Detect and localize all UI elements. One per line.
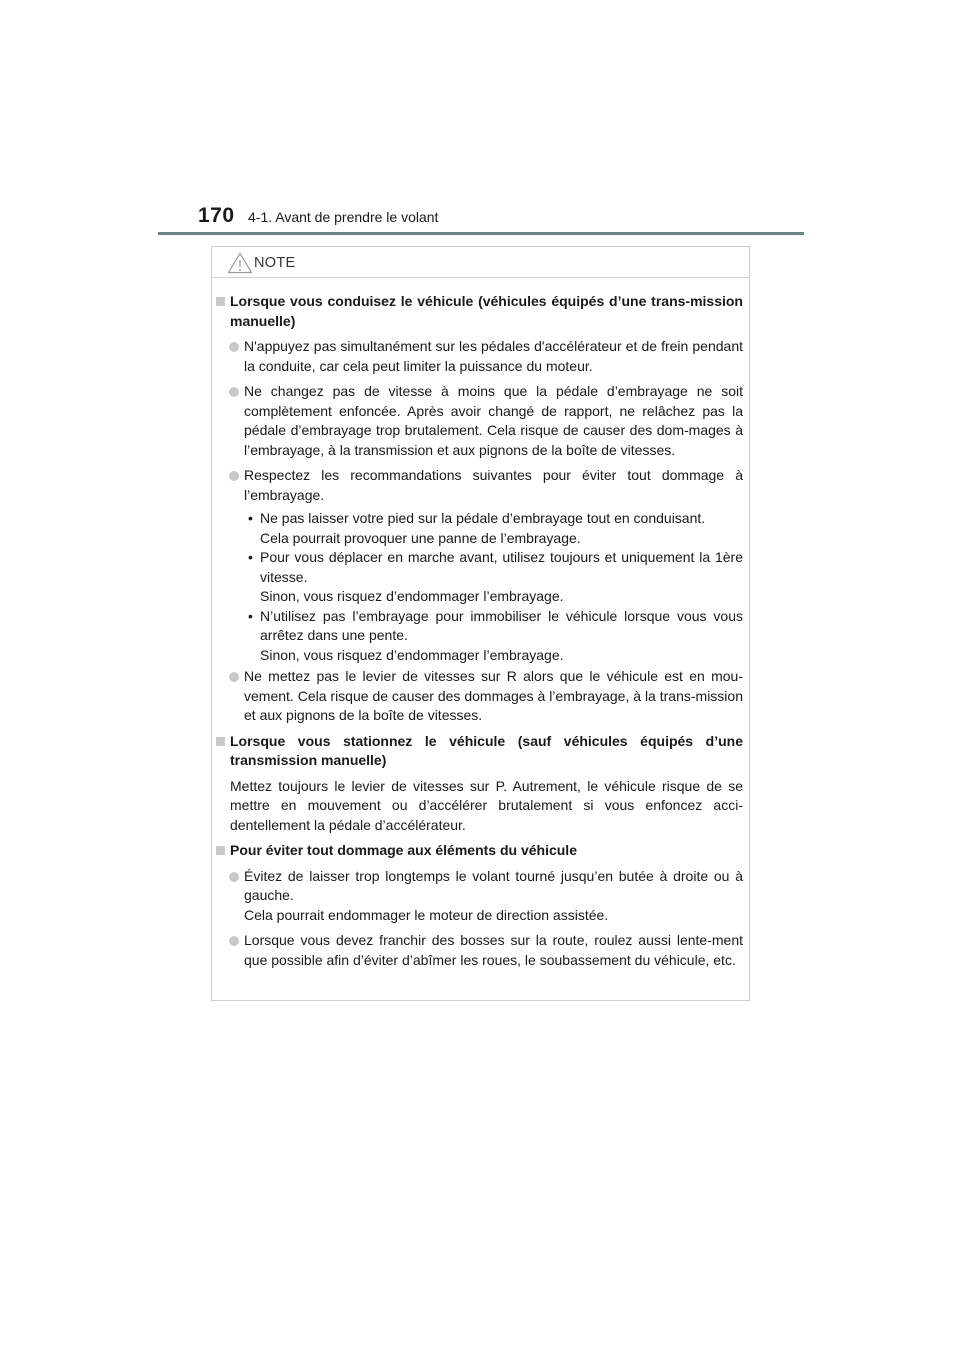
dot-bullet-icon: • <box>248 510 253 526</box>
round-bullet-icon <box>229 387 239 397</box>
paragraph: Mettez toujours le levier de vitesses sur P. Autrement, le véhicule risque de se mettre en mouvement ou d’accélérer brutalement si vous enfoncez acci-dentellement la pédale d’accélérateur. <box>230 777 743 833</box>
list-item: Ne mettez pas le levier de vitesses sur R alors que le véhicule est en mou-vement. Cela risque de causer des dommages à l’embrayage, à la trans-mission et aux pignons de la boîte de vitesses. <box>215 667 743 726</box>
note-title: NOTE <box>254 255 296 271</box>
section-title: 4-1. Avant de prendre le volant <box>248 209 439 225</box>
list-item: Évitez de laisser trop longtemps le volant tourné jusqu’en butée à droite ou à gauche. Cela pourrait endommager le moteur de direction assistée. <box>215 867 743 926</box>
sub-list-item: • N’utilisez pas l’embrayage pour immobiliser le véhicule lorsque vous vous arrêtez dans une pente. Sinon, vous risquez d’endommager l’embrayage. <box>248 607 743 663</box>
note-header <box>212 247 749 278</box>
round-bullet-icon <box>229 936 239 946</box>
round-bullet-icon <box>229 342 239 352</box>
sub-list-item: • Pour vous déplacer en marche avant, utilisez toujours et uniquement la 1ère vitesse. Sinon, vous risquez d’endommager l’embrayage. <box>248 549 743 604</box>
list-item: Ne changez pas de vitesse à moins que la pédale d’embrayage ne soit complètement enfoncée. Après avoir changé de rapport, ne relâchez pas la pédale d’embrayage trop brutalement. Cela risque de causer des dom-mages à l’embrayage, à la transmission et aux pignons de la boîte de vitesses. <box>215 382 743 460</box>
sub-list-item: • Ne pas laisser votre pied sur la pédale d’embrayage tout en conduisant. Cela pourrait provoquer une panne de l’embrayage. <box>248 510 706 546</box>
square-bullet-icon <box>216 846 225 855</box>
list-item: Lorsque vous devez franchir des bosses sur la route, roulez aussi lente-ment que possible afin d’éviter d’abîmer les roues, le soubassement du véhicule, etc. <box>215 931 743 970</box>
sub-list <box>215 509 743 665</box>
round-bullet-icon <box>229 672 239 682</box>
header-rule <box>158 232 804 235</box>
round-bullet-icon <box>229 471 239 481</box>
section-heading: Pour éviter tout dommage aux éléments du véhicule <box>215 841 743 861</box>
warning-triangle-icon <box>227 252 253 274</box>
section-heading: Lorsque vous conduisez le véhicule (véhicules équipés d’une trans-mission manuelle) <box>215 292 743 331</box>
list-item: Respectez les recommandations suivantes pour éviter tout dommage à l’embrayage. <box>215 466 743 505</box>
page-number: 170 <box>198 204 235 227</box>
square-bullet-icon <box>216 737 225 746</box>
dot-bullet-icon: • <box>248 607 253 624</box>
list-item: N'appuyez pas simultanément sur les pédales d'accélérateur et de frein pendant la conduite, car cela peut limiter la puissance du moteur. <box>215 337 743 376</box>
note-body <box>212 278 749 970</box>
square-bullet-icon <box>216 297 225 306</box>
note-box <box>211 246 750 1001</box>
dot-bullet-icon: • <box>248 549 253 565</box>
section-heading: Lorsque vous stationnez le véhicule (sauf véhicules équipés d’une transmission manuelle) <box>215 732 743 771</box>
round-bullet-icon <box>229 872 239 882</box>
